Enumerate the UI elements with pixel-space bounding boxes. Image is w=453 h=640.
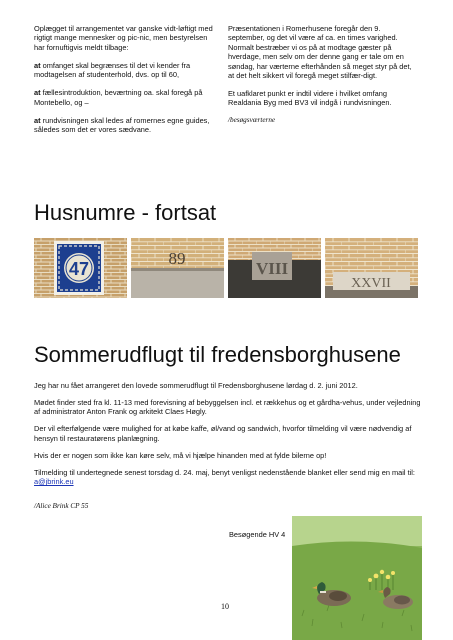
right-signature: /besøgsværterne [228, 116, 276, 125]
sommer-paragraph-5: Tilmelding til undertegnede senest torsdag d. 24. maj, benyt venligst nedenstående blanket eller send mig en mail til: a@jbrink.eu [34, 467, 415, 487]
photo-plate-xxvii [325, 238, 418, 298]
sommerudflugt-body [34, 381, 424, 494]
sommer-paragraph-1: Jeg har nu fået arrangeret den lovede sommerudflugt til Fredensborghusene lørdag d. 2. juni 2012. [34, 381, 358, 390]
email-link[interactable]: a@jbrink.eu [34, 477, 74, 487]
heading-husnumre: Husnumre - fortsat [34, 200, 217, 225]
left-paragraph-2: at omfanget skal begrænses til det vi kender fra modtagelsen af studenterhold, dvs. op til 60, [34, 60, 191, 80]
author-signature: /Alice Brink CP 55 [34, 502, 89, 510]
photo-plate-viii [228, 238, 321, 298]
right-column [228, 24, 418, 134]
heading-sommerudflugt: Sommerudflugt til fredensborghusene [34, 342, 401, 367]
photo-plate-xxvii-art [325, 238, 418, 298]
photo-plate-viii-art [228, 238, 321, 298]
photo-plate-89-art [131, 238, 224, 298]
photo-plate-47 [34, 238, 127, 298]
plate-number-viii: VIII [255, 259, 289, 278]
sommer-paragraph-2: Mødet finder sted fra kl. 11-13 med forevisning af bebyggelsen incl. et rækkehus og et gårdha-vehus, under vejledning af administrator Anton Frank og arkitekt Claes Høgly. [34, 398, 421, 417]
photo-caption: Besøgende HV 4 [229, 530, 286, 539]
sommer-paragraph-4: Hvis der er nogen som ikke kan køre selv, må vi hjælpe hinanden med at fylde bilerne op! [34, 450, 327, 460]
plate-number-89: 89 [168, 249, 186, 268]
plate-number-xxvii: XXVII [351, 276, 391, 291]
photo-plate-47-art [34, 238, 127, 298]
right-paragraph-1: Præsentationen i Romerhusene foregår den 9. september, og det vil være af ca. en times varighed. Normalt bestræber vi os på at modtage gæster på hverdage, men selv om der denne gang er tale om en søndag, har værterne efterhånden så meget styr på det, at det helt sikkert vil foregå meget stilfær-digt. [228, 24, 412, 81]
photo-plate-89 [131, 238, 224, 298]
right-paragraph-2: Et uafklaret punkt er indtil videre i hvilket omfang Realdania Byg med BV3 vil indgå i rundvisningen. [228, 89, 392, 108]
left-column [34, 24, 220, 143]
left-paragraph-4: at rundvisningen skal ledes af romernes egne guides, således som det er vores sædvane. [34, 115, 210, 135]
photo-ducks-art [292, 516, 422, 640]
photo-ducks-in-grass [292, 516, 422, 640]
left-paragraph-3: at fællesintroduktion, beværtning oa. skal foregå på Montebello, og – [34, 88, 203, 107]
page-number: 10 [221, 602, 229, 611]
sommer-paragraph-3: Der vil efterfølgende være mulighed for at købe kaffe, øl/vand og sandwich, hvorfor tilmelding vil være nødvendig af hensyn til restauratørens planlægning. [34, 424, 412, 443]
left-paragraph-1: Oplægget til arrangementet var ganske vidt-løftigt med rigtigt mange mennesker og pic-nic, men bestyrelsen har fornuftigvis meldt tilbage: [34, 24, 213, 52]
plate-number-47: 47 [68, 259, 90, 279]
